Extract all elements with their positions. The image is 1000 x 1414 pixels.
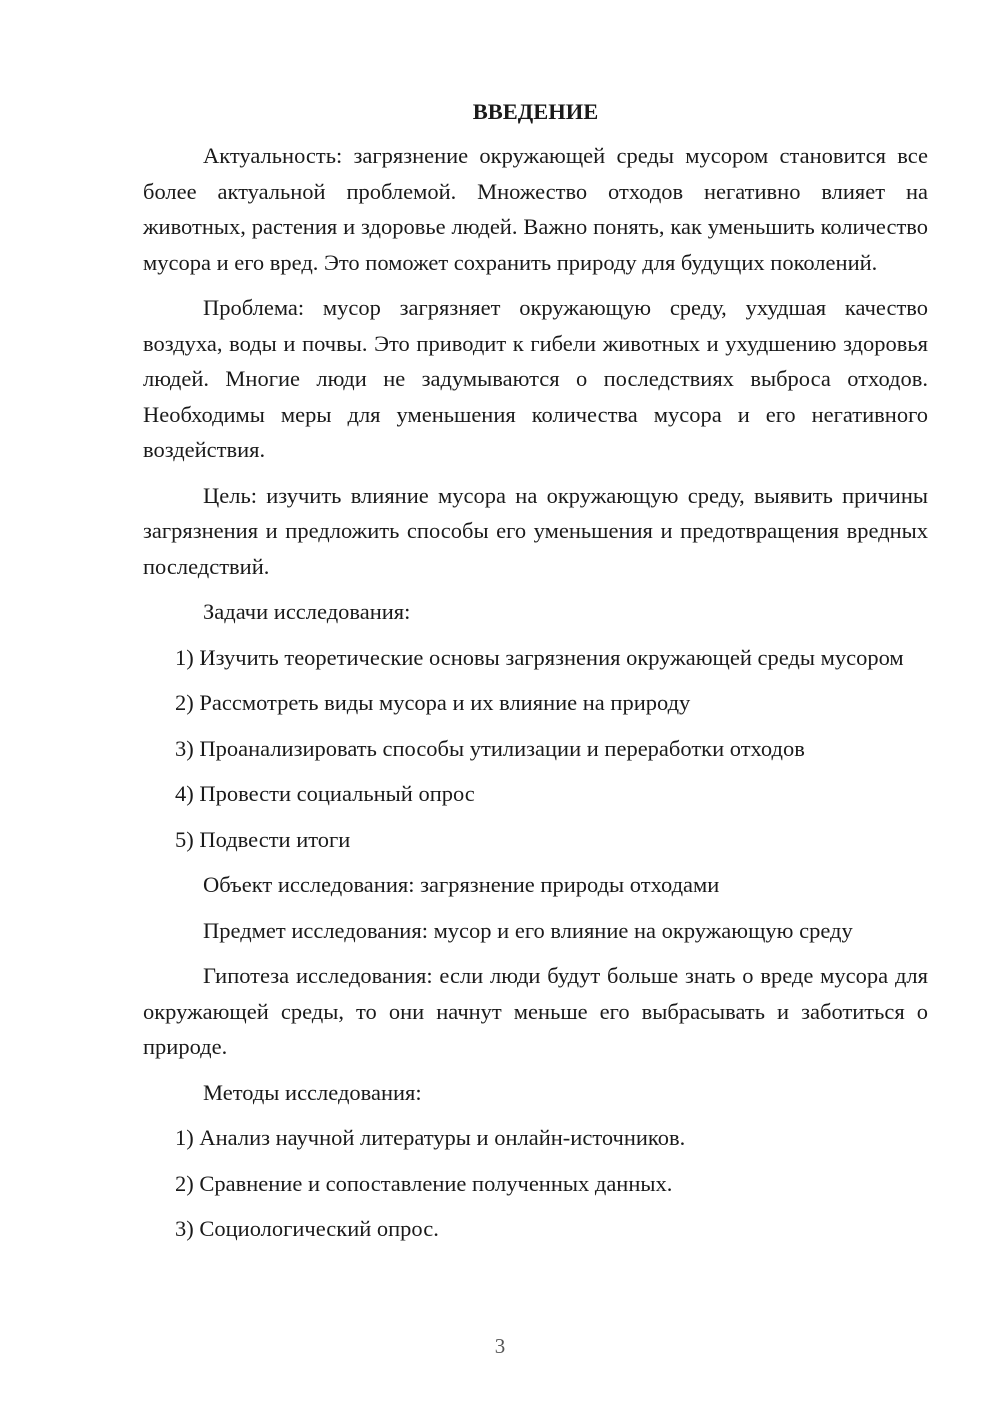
method-item-2: 2) Сравнение и сопоставление полученных данных.	[175, 1170, 673, 1196]
research-object: Объект исследования: загрязнение природы отходами	[203, 872, 720, 897]
method-item-3: 3) Социологический опрос.	[175, 1216, 439, 1241]
task-item-5: 5) Подвести итоги	[175, 826, 351, 852]
task-item-4: 4) Провести социальный опрос	[175, 781, 475, 806]
problem-paragraph: Проблема: мусор загрязняет окружающую среду, ухудшая качество воздуха, воды и почвы. Это приводит к гибели животных и ухудшению здоровья людей. Многие люди не задумываются о последствиях выброса отходов. Необходимы меры для уменьшения количества мусора и его негативного воздействия.	[143, 295, 928, 462]
page-number: 3	[494, 1334, 506, 1358]
methods-heading: Методы исследования:	[203, 1079, 422, 1105]
task-item-3: 3) Проанализировать способы утилизации и переработки отходов	[175, 735, 805, 761]
page-content	[143, 96, 928, 1257]
tasks-heading: Задачи исследования:	[203, 599, 411, 624]
goal-paragraph: Цель: изучить влияние мусора на окружающую среду, выявить причины загрязнения и предложить способы его уменьшения и предотвращения вредных последствий.	[143, 482, 928, 579]
hypothesis-paragraph: Гипотеза исследования: если люди будут больше знать о вреде мусора для окружающей среды, то они начнут меньше его выбрасывать и заботиться о природе.	[143, 963, 928, 1059]
research-subject: Предмет исследования: мусор и его влияние на окружающую среду	[203, 917, 853, 943]
page-title: ВВЕДЕНИЕ	[472, 99, 599, 124]
task-item-2: 2) Рассмотреть виды мусора и их влияние на природу	[175, 690, 691, 715]
task-item-1: 1) Изучить теоретические основы загрязнения окружающей среды мусором	[175, 644, 904, 670]
relevance-paragraph: Актуальность: загрязнение окружающей среды мусором становится все более актуальной проблемой. Множество отходов негативно влияет на животных, растения и здоровье людей. Важно понять, как уменьшить количество мусора и его вред. Это поможет сохранить природу для будущих поколений.	[143, 143, 928, 275]
method-item-1: 1) Анализ научной литературы и онлайн-источников.	[175, 1125, 686, 1150]
